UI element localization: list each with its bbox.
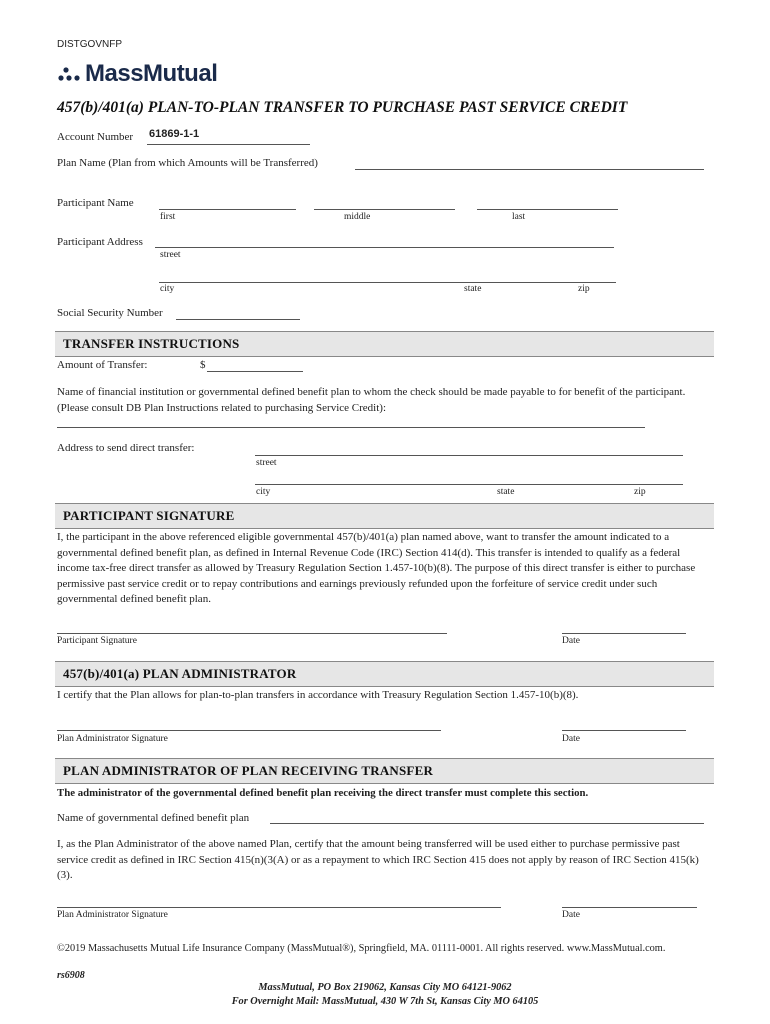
transfer-state-caption: state (497, 487, 515, 497)
state-caption: state (464, 284, 482, 294)
amount-label: Amount of Transfer: (57, 359, 148, 371)
street-caption: street (160, 250, 181, 260)
administrator-signature-caption: Plan Administrator Signature (57, 734, 168, 744)
participant-signature-text: I, the participant in the above referenced eligible governmental 457(b)/401(a) plan named above, want to transfer the amount indicated to a governmental defined benefit plan, as defined in Internal Revenue Code (IRC) Section 414(d). This transfer is intended to qualify as a federal income tax-free direct transfer as allowed by Treasury Regulation Section 1.457-10(b)(8). The purpose of this direct transfer is either to purchase permissive past service credit or to repay contributions and earnings previously refunded upon the forfeiture of service credit under such governmental defined benefit plan. (57, 531, 696, 605)
city-caption: city (160, 284, 175, 294)
middle-name-field[interactable] (314, 209, 455, 210)
participant-signature-caption: Participant Signature (57, 636, 137, 646)
massmutual-logo-icon (57, 64, 85, 88)
mailing-address: MassMutual, PO Box 219062, Kansas City MO 64121-9062 (258, 982, 512, 993)
receiving-signature-caption: Plan Administrator Signature (57, 910, 168, 920)
last-name-field[interactable] (477, 209, 618, 210)
plan-administrator-certify-text: I certify that the Plan allows for plan-to-plan transfers in accordance with Treasury Regulation Section 1.457-10(b)(8). (57, 689, 579, 701)
institution-instructions: Name of financial institution or governmental defined benefit plan to whom the check should be made payable to for benefit of the participant. (Please consult DB Plan Instructions related to purchasing Service Credit): (57, 386, 686, 414)
ssn-label: Social Security Number (57, 307, 163, 319)
participant-signature-field[interactable] (57, 633, 447, 634)
account-number-label: Account Number (57, 131, 134, 143)
copyright-text: ©2019 Massachusetts Mutual Life Insurance Company (MassMutual®), Springfield, MA. 01111-0001. All rights reserved. www.MassMutual.com. (57, 943, 666, 954)
participant-signature-heading: PARTICIPANT SIGNATURE (63, 508, 235, 523)
transfer-address-label: Address to send direct transfer: (57, 442, 195, 454)
receiving-administrator-heading: PLAN ADMINISTRATOR OF PLAN RECEIVING TRANSFER (63, 763, 434, 778)
receiving-administrator-header (55, 758, 714, 784)
administrator-date-field[interactable] (562, 730, 686, 731)
receiving-date-caption: Date (562, 910, 580, 920)
transfer-city-caption: city (256, 487, 271, 497)
transfer-street-field[interactable] (255, 455, 683, 456)
transfer-city-state-zip-field[interactable] (255, 484, 683, 485)
dollar-sign: $ (200, 359, 206, 371)
plan-administrator-heading: 457(b)/401(a) PLAN ADMINISTRATOR (63, 666, 297, 681)
transfer-zip-caption: zip (634, 487, 646, 497)
participant-date-caption: Date (562, 636, 580, 646)
account-number-field[interactable]: 61869-1-1 (149, 128, 200, 140)
form-code-top: DISTGOVNFP (57, 39, 123, 50)
ssn-field[interactable] (176, 319, 300, 320)
plan-administrator-header (55, 661, 714, 687)
transfer-street-caption: street (256, 458, 277, 468)
amount-field[interactable] (207, 371, 303, 372)
zip-caption: zip (578, 284, 590, 294)
administrator-signature-field[interactable] (57, 730, 441, 731)
first-name-field[interactable] (159, 209, 296, 210)
middle-caption: middle (344, 212, 371, 222)
account-number-line (147, 144, 310, 145)
participant-city-state-zip-field[interactable] (159, 282, 616, 283)
administrator-date-caption: Date (562, 734, 580, 744)
participant-street-field[interactable] (155, 247, 614, 248)
receiving-certify-text: I, as the Plan Administrator of the above named Plan, certify that the amount being transferred will be used either to purchase permissive past service credit as defined in IRC Section 415(n)(3(A) or as a repayment to which IRC Section 415 does not apply by reason of IRC Section 415(k)(3). (57, 838, 699, 881)
institution-name-field[interactable] (57, 427, 645, 428)
participant-date-field[interactable] (562, 633, 686, 634)
db-plan-name-field[interactable] (270, 823, 704, 824)
transfer-instructions-header (55, 331, 714, 357)
brand-name: MassMutual (85, 60, 218, 87)
receiving-date-field[interactable] (562, 907, 697, 908)
form-code-footer: rs6908 (57, 970, 85, 981)
page-title: 457(b)/401(a) PLAN-TO-PLAN TRANSFER TO PURCHASE PAST SERVICE CREDIT (57, 99, 628, 116)
participant-signature-header (55, 503, 714, 529)
db-plan-name-label: Name of governmental defined benefit plan (57, 812, 250, 824)
first-caption: first (160, 212, 176, 222)
receiving-required-notice: The administrator of the governmental defined benefit plan receiving the direct transfer must complete this section. (57, 787, 589, 799)
last-caption: last (512, 212, 526, 222)
overnight-address: For Overnight Mail: MassMutual, 430 W 7th St, Kansas City MO 64105 (231, 996, 539, 1007)
participant-address-label: Participant Address (57, 236, 143, 248)
plan-name-field[interactable] (355, 169, 704, 170)
receiving-signature-field[interactable] (57, 907, 501, 908)
participant-name-label: Participant Name (57, 197, 134, 209)
transfer-instructions-heading: TRANSFER INSTRUCTIONS (63, 336, 240, 351)
plan-name-label: Plan Name (Plan from which Amounts will be Transferred) (57, 157, 318, 169)
